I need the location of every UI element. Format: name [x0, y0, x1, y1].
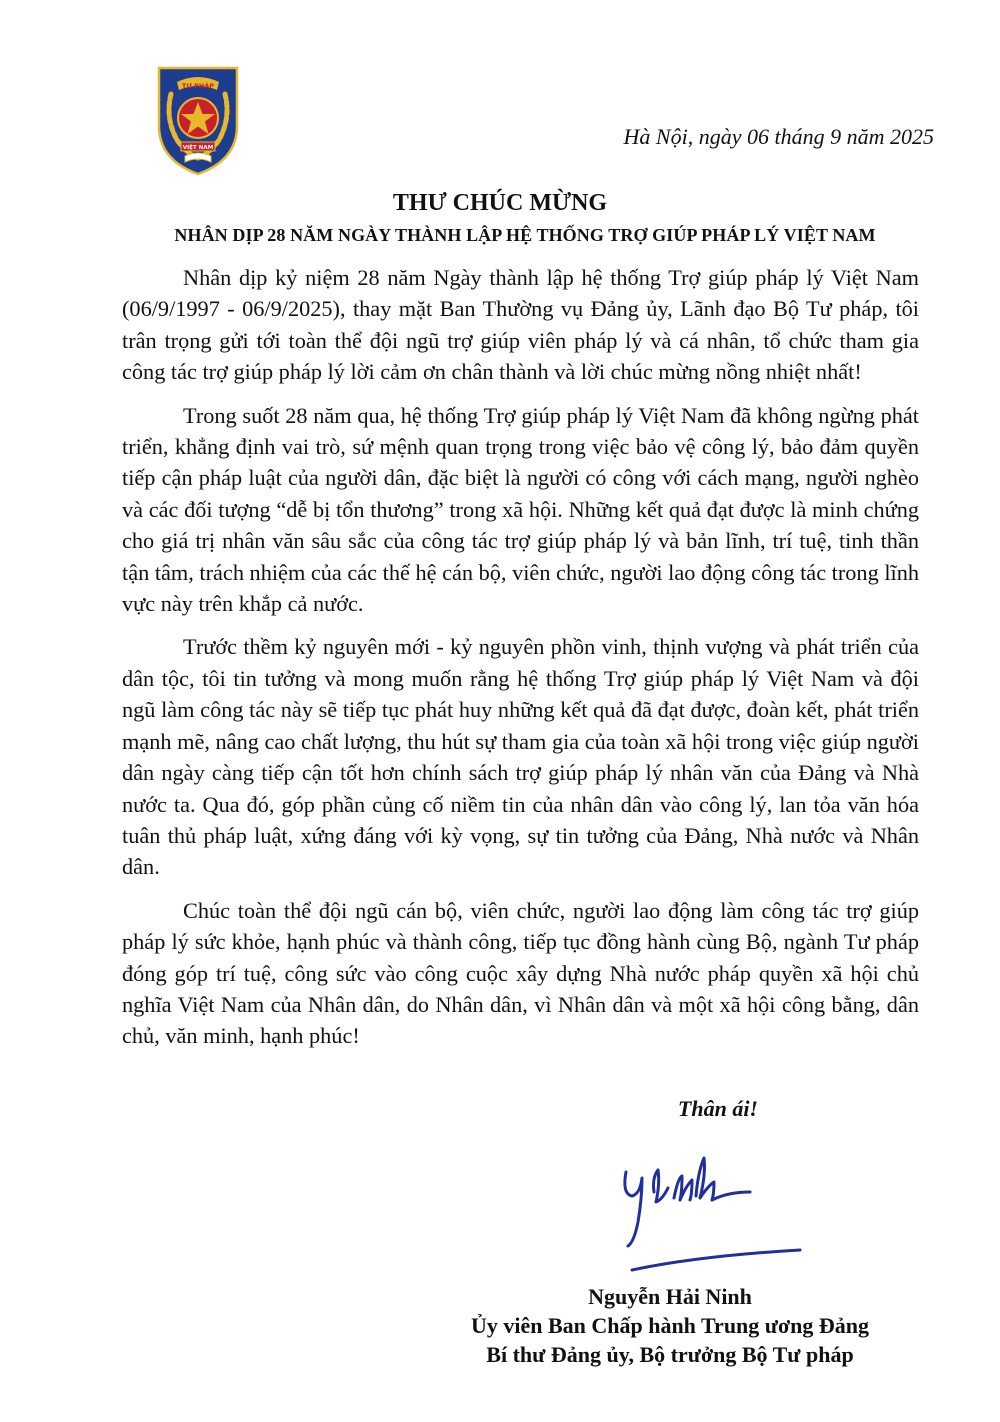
- letter-body: [122, 262, 919, 1064]
- signer-position-1: Ủy viên Ban Chấp hành Trung ương Đảng: [470, 1313, 870, 1338]
- paragraph: Chúc toàn thể đội ngũ cán bộ, viên chức, người lao động làm công tác trợ giúp pháp lý sức khỏe, hạnh phúc và thành công, tiếp tục đồng hành cùng Bộ, ngành Tư pháp đóng góp trí tuệ, công sức vào công cuộc xây dựng Nhà nước pháp quyền xã hội chủ nghĩa Việt Nam của Nhân dân, do Nhân dân, vì Nhân dân và một xã hội công bằng, dân chủ, văn minh, hạnh phúc!: [122, 897, 919, 1049]
- signer-name: Nguyễn Hải Ninh: [588, 1284, 752, 1309]
- signer-position-2: Bí thư Đảng ủy, Bộ trưởng Bộ Tư pháp: [486, 1342, 854, 1367]
- handwritten-signature-icon: [588, 1138, 808, 1278]
- paragraph: Trước thềm kỷ nguyên mới - kỷ nguyên phồn vinh, thịnh vượng và phát triển của dân tộc, tôi tin tưởng và mong muốn rằng hệ thống Trợ giúp pháp lý Việt Nam và đội ngũ làm công tác này sẽ tiếp tục phát huy những kết quả đã đạt được, đoàn kết, phát triển mạnh mẽ, nâng cao chất lượng, thu hút sự tham gia của toàn xã hội trong việc giúp người dân ngày càng tiếp cận tốt hơn chính sách trợ giúp pháp lý nhân văn của Đảng và Nhà nước ta. Qua đó, góp phần củng cố niềm tin của nhân dân vào công lý, lan tỏa văn hóa tuân thủ pháp luật, xứng đáng với kỳ vọng, sự tin tưởng của Đảng, Nhà nước và Nhân dân.: [122, 634, 919, 880]
- letter-title: THƯ CHÚC MỪNG: [392, 190, 608, 216]
- ministry-of-justice-emblem-icon: [155, 64, 241, 176]
- paragraph: Trong suốt 28 năm qua, hệ thống Trợ giúp pháp lý Việt Nam đã không ngừng phát triển, khẳng định vai trò, sứ mệnh quan trọng trong việc bảo vệ công lý, bảo đảm quyền tiếp cận pháp luật của người dân, đặc biệt là người có công với cách mạng, người nghèo và các đối tượng “dễ bị tổn thương” trong xã hội. Những kết quả đạt được là minh chứng cho giá trị nhân văn sâu sắc của công tác trợ giúp pháp lý và bản lĩnh, trí tuệ, tinh thần tận tâm, trách nhiệm của các thế hệ cán bộ, viên chức, người lao động công tác trong lĩnh vực này trên khắp cả nước.: [122, 402, 919, 617]
- letter-subtitle: NHÂN DỊP 28 NĂM NGÀY THÀNH LẬP HỆ THỐNG TRỢ GIÚP PHÁP LÝ VIỆT NAM: [174, 225, 876, 245]
- paragraph: Nhân dịp kỷ niệm 28 năm Ngày thành lập hệ thống Trợ giúp pháp lý Việt Nam (06/9/1997 - 06/9/2025), thay mặt Ban Thường vụ Đảng ủy, Lãnh đạo Bộ Tư pháp, tôi trân trọng gửi tới toàn thể đội ngũ trợ giúp viên pháp lý và cá nhân, tổ chức tham gia công tác trợ giúp pháp lý lời cảm ơn chân thành và lời chúc mừng nồng nhiệt nhất!: [122, 265, 919, 385]
- closing-line: Thân ái!: [677, 1096, 758, 1121]
- date-line: Hà Nội, ngày 06 tháng 9 năm 2025: [623, 124, 934, 149]
- svg-text:TƯ PHÁP: TƯ PHÁP: [181, 82, 215, 90]
- svg-text:VIỆT NAM: VIỆT NAM: [182, 145, 214, 151]
- signer-block: [440, 1282, 900, 1369]
